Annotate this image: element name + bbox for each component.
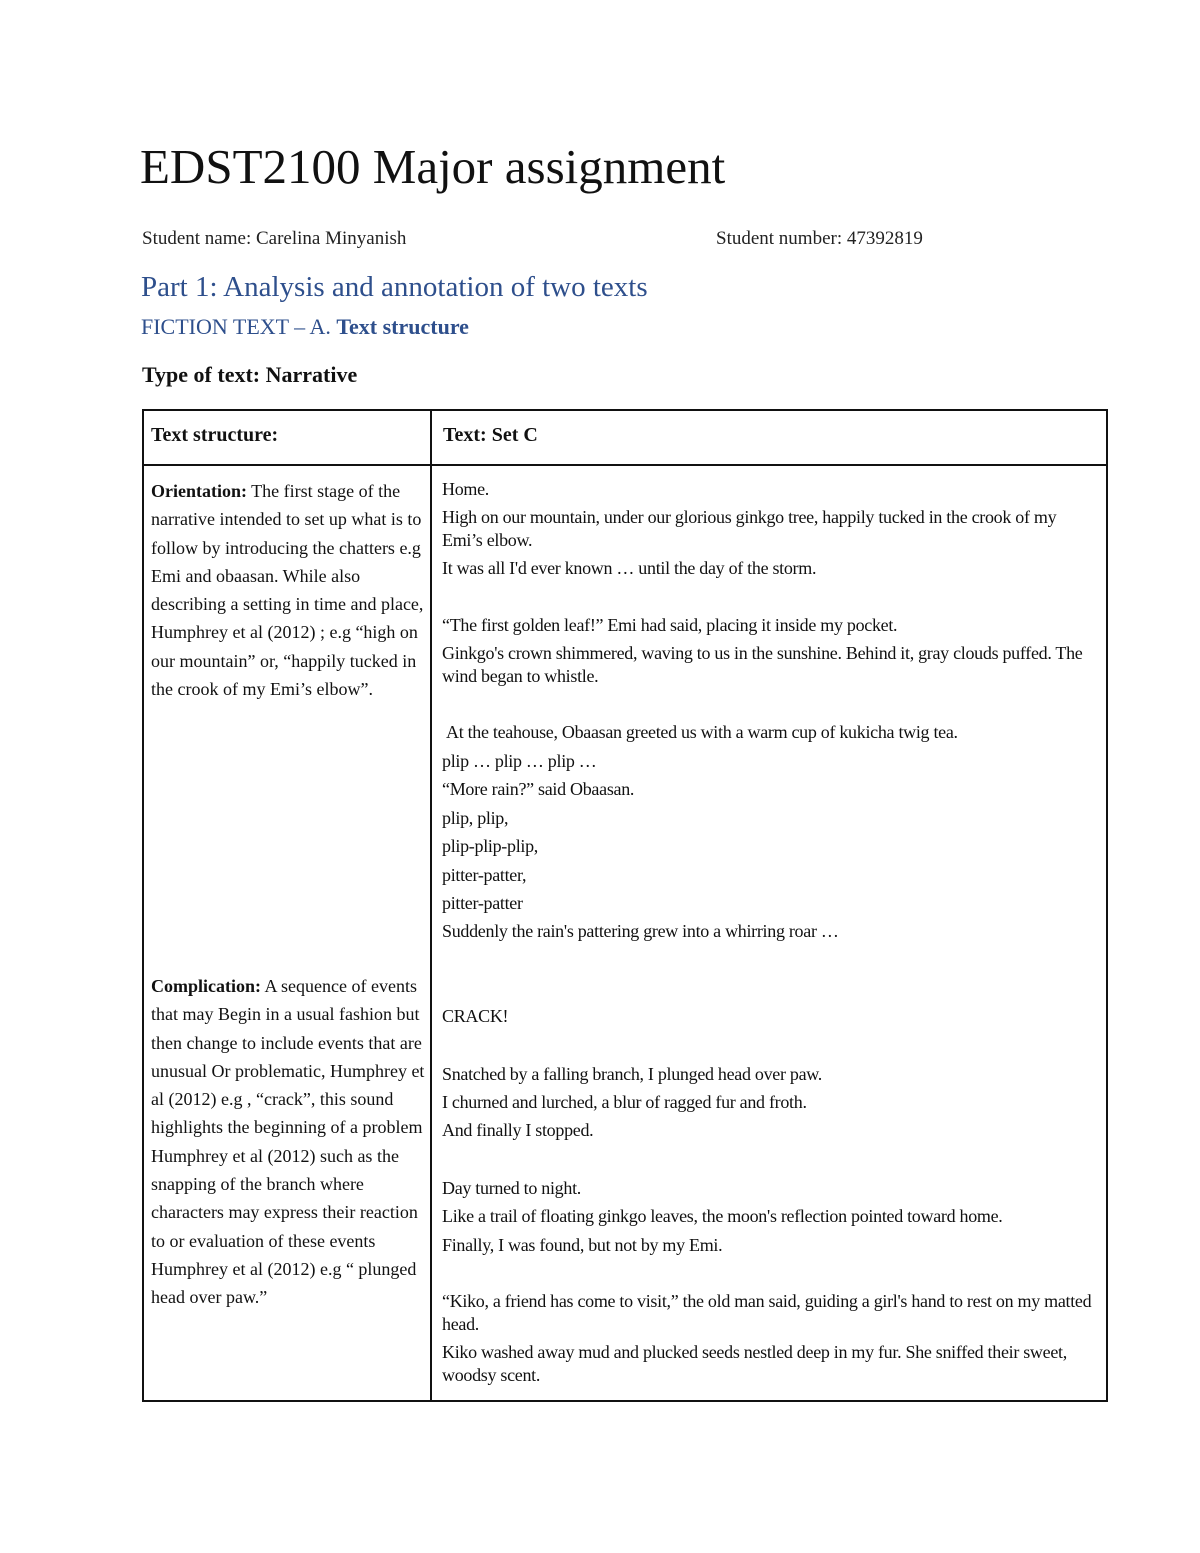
part-heading: Part 1: Analysis and annotation of two texts: [141, 271, 648, 303]
story-line: Kiko washed away mud and plucked seeds nestled deep in my fur. She sniffed their sweet, woodsy scent.: [442, 1342, 1067, 1385]
story-line: plip-plip-plip,: [442, 836, 538, 856]
story-line: “The first golden leaf!” Emi had said, placing it inside my pocket.: [442, 615, 898, 635]
complication-cell: [151, 972, 425, 1312]
story-line: Finally, I was found, but not by my Emi.: [442, 1235, 723, 1255]
type-of-text: Type of text: Narrative: [142, 362, 358, 387]
story-line: plip, plip,: [442, 808, 509, 828]
story-line: It was all I'd ever known … until the day of the storm.: [442, 558, 817, 578]
table-header-divider: [142, 464, 1108, 466]
story-line: plip … plip … plip …: [442, 751, 597, 771]
story-line: And finally I stopped.: [442, 1120, 594, 1140]
orientation-cell: [151, 477, 425, 703]
story-line: Snatched by a falling branch, I plunged head over paw.: [442, 1064, 822, 1084]
story-line: “More rain?” said Obaasan.: [442, 779, 635, 799]
story-line: Suddenly the rain's pattering grew into a whirring roar …: [442, 921, 839, 941]
table-header-left: Text structure:: [151, 424, 279, 446]
orientation-label: Orientation:: [151, 481, 247, 501]
story-line: Home.: [442, 479, 489, 499]
document-title: EDST2100 Major assignment: [140, 139, 726, 194]
story-line: High on our mountain, under our glorious ginkgo tree, happily tucked in the crook of my Emi’s elbow.: [442, 507, 1057, 550]
story-line: At the teahouse, Obaasan greeted us with a warm cup of kukicha twig tea.: [446, 722, 958, 742]
student-name: Student name: Carelina Minyanish: [142, 228, 407, 249]
story-line: “Kiko, a friend has come to visit,” the old man said, guiding a girl's hand to rest on my matted head.: [442, 1291, 1092, 1334]
story-line: pitter-patter: [442, 893, 523, 913]
student-number: Student number: 47392819: [716, 228, 923, 249]
story-line: Like a trail of floating ginkgo leaves, the moon's reflection pointed toward home.: [442, 1206, 1003, 1226]
section-heading-bold: Text structure: [336, 314, 469, 339]
story-line: I churned and lurched, a blur of ragged fur and froth.: [442, 1092, 807, 1112]
table-column-divider: [430, 409, 432, 1402]
story-line: pitter-patter,: [442, 865, 527, 885]
complication-label: Complication:: [151, 976, 261, 996]
section-heading: [141, 314, 469, 340]
table-header-right: Text: Set C: [443, 424, 538, 446]
story-line: Ginkgo's crown shimmered, waving to us in the sunshine. Behind it, gray clouds puffed. The wind began to whistle.: [442, 643, 1083, 686]
section-heading-prefix: FICTION TEXT – A.: [141, 314, 337, 339]
complication-text: A sequence of events that may Begin in a usual fashion but then change to include events that are unusual Or problematic, Humphrey et al (2012) e.g , “crack”, this sound highlights the beginning of a problem Humphrey et al (2012) such as the snapping of the branch where characters may express their reaction to or evaluation of these events Humphrey et al (2012) e.g “ plunged head over paw.”: [151, 976, 425, 1308]
student-info: [142, 228, 1082, 250]
story-line: Day turned to night.: [442, 1178, 581, 1198]
orientation-text: The first stage of the narrative intended to set up what is to follow by introducing the chatters e.g Emi and obaasan. While also describing a setting in time and place, Humphrey et al (2012) ; e.g “high on our mountain” or, “happily tucked in the crook of my Emi’s elbow”.: [151, 481, 424, 700]
story-line: CRACK!: [442, 1006, 509, 1026]
